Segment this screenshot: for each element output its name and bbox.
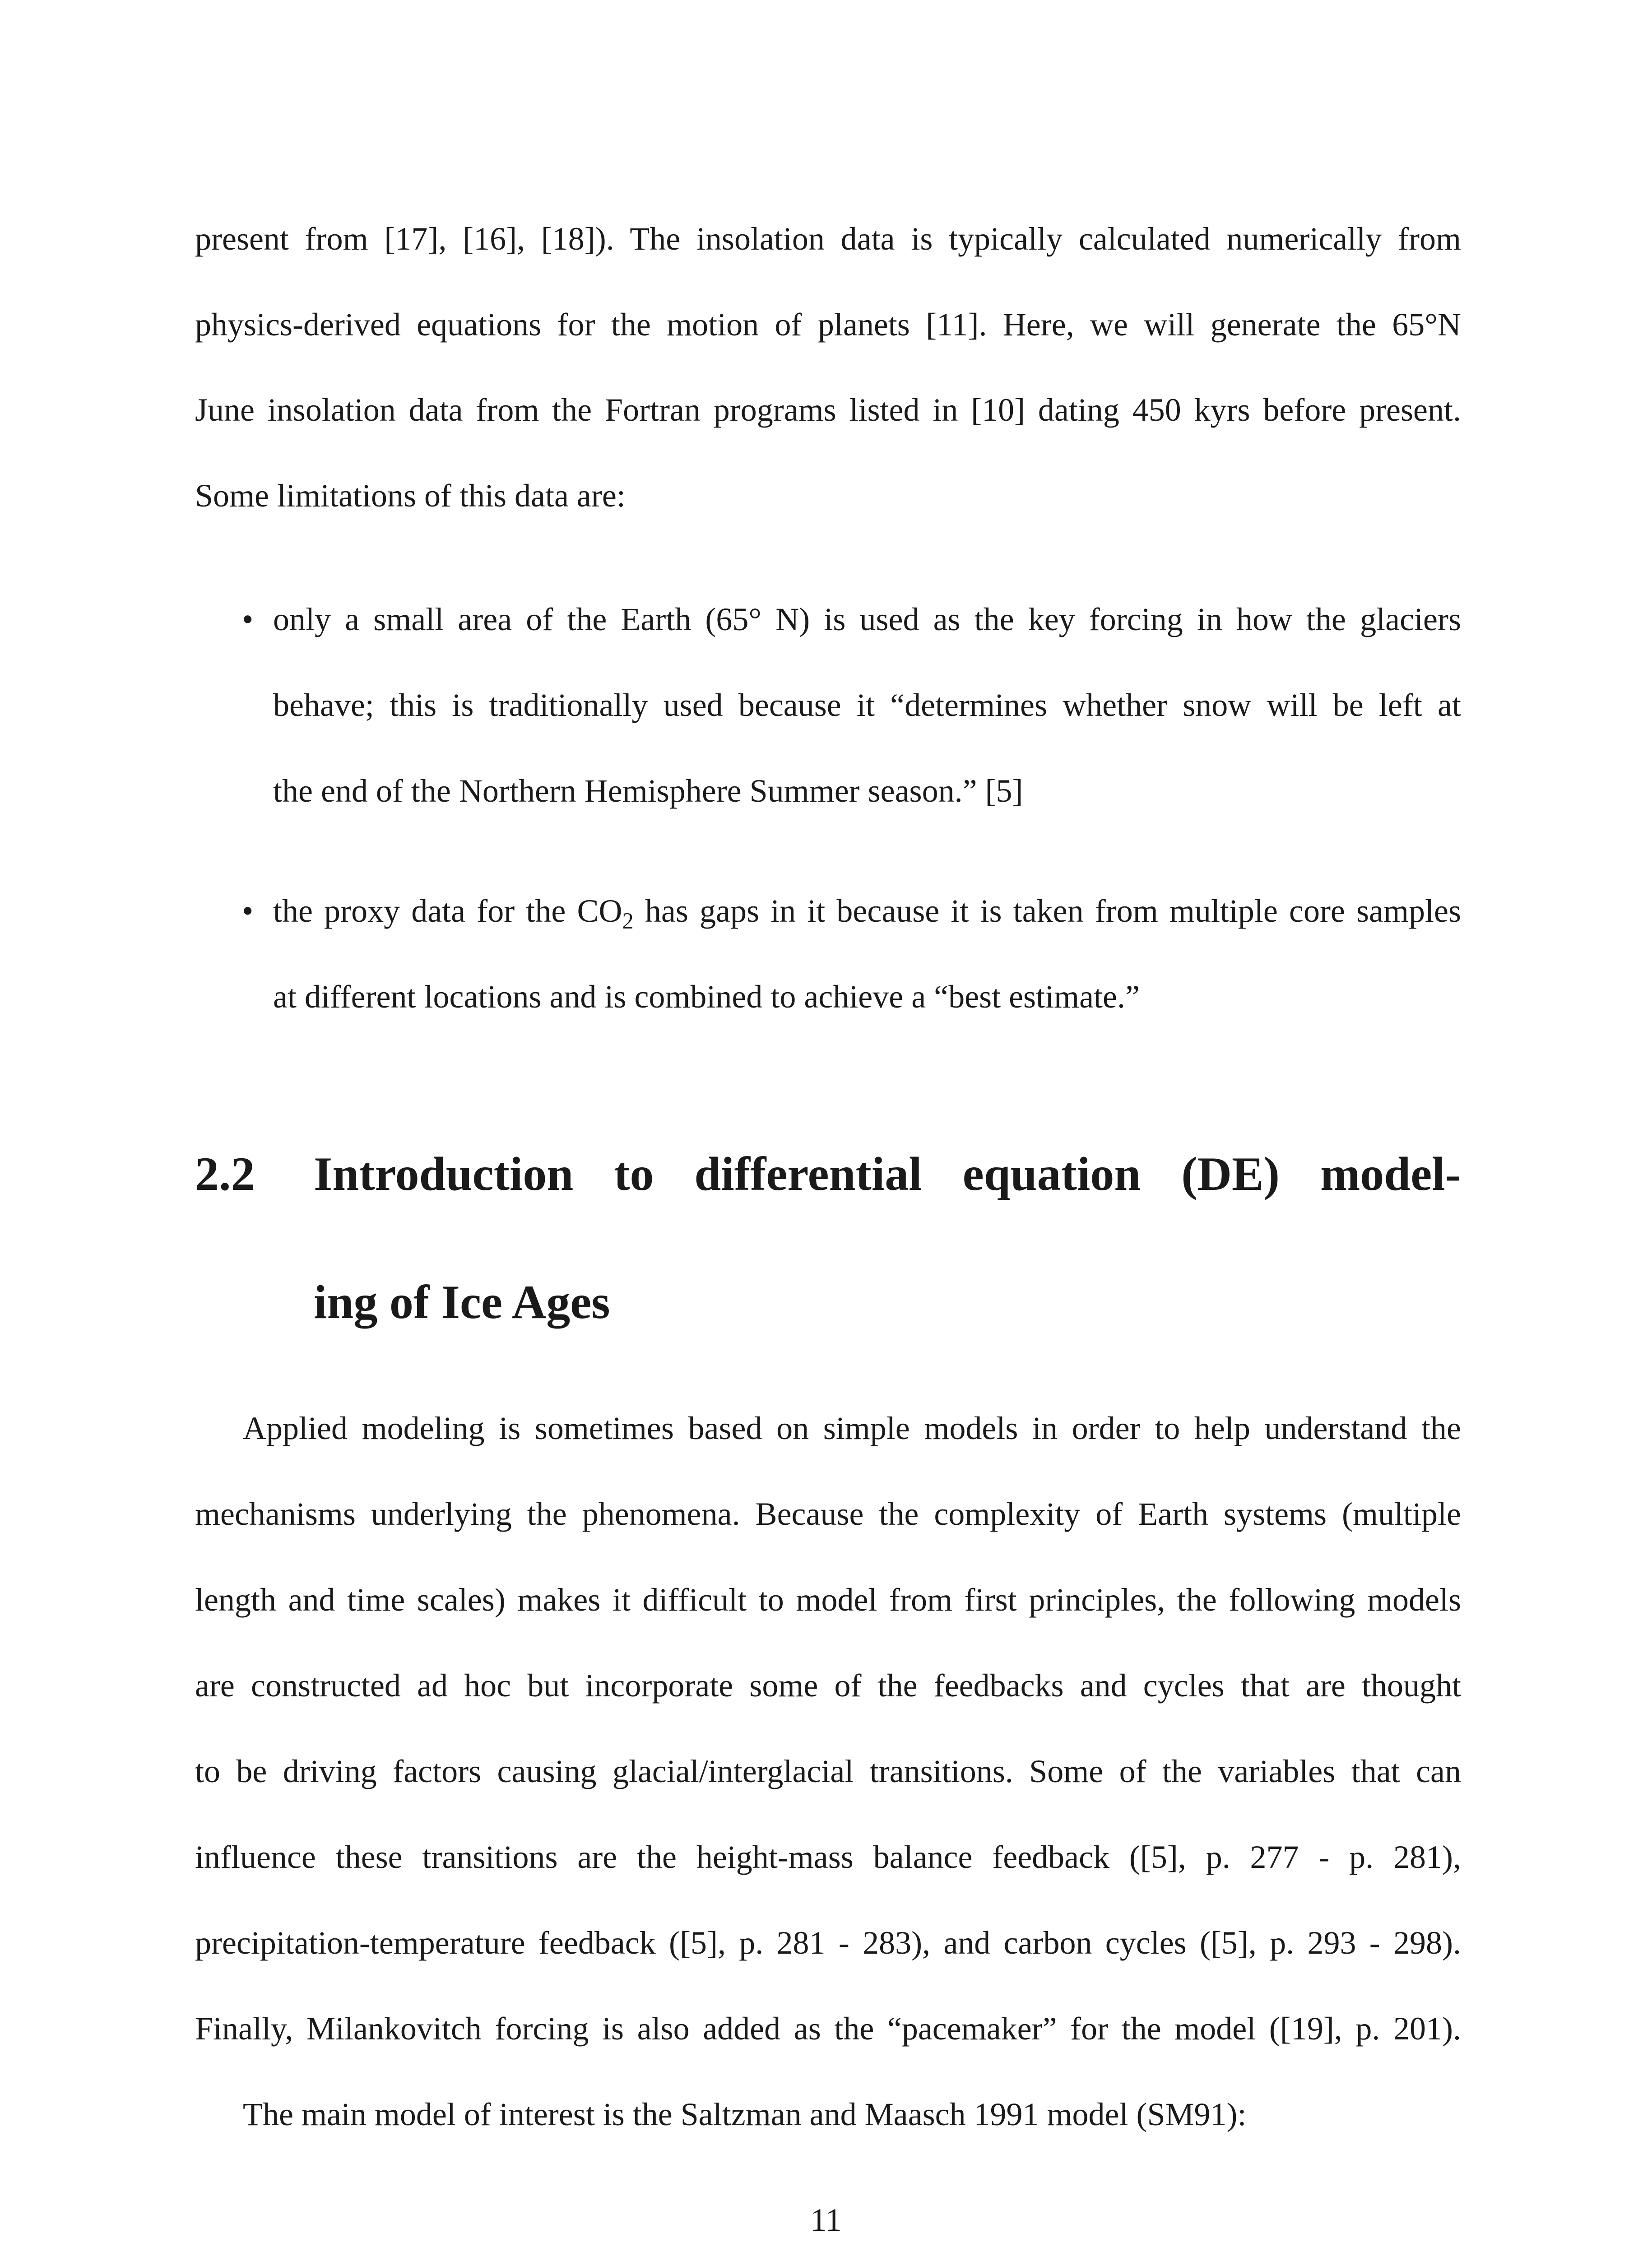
page-number: 11 (810, 2202, 842, 2238)
bullet-marker: • (242, 893, 254, 929)
bullet-line: only a small area of the Earth (65° N) is used as the key forcing in how the glaciers (273, 601, 1461, 637)
bullet-marker: • (242, 601, 254, 637)
text-line: mechanisms underlying the phenomena. Because the complexity of Earth systems (multiple (195, 1496, 1461, 1532)
text-line: precipitation-temperature feedback ([5], p. 281 - 283), and carbon cycles ([5], p. 293 - 298). (195, 1925, 1461, 1961)
bullet-text-part: has gaps in it because it is taken from multiple core samples (633, 893, 1461, 929)
bullet-line: at different locations and is combined to achieve a “best estimate.” (273, 979, 1140, 1015)
section-title: ing of Ice Ages (314, 1276, 610, 1328)
bullet-text-part: the proxy data for the CO (273, 893, 622, 929)
bullet-line (273, 893, 1461, 934)
text-line: Some limitations of this data are: (195, 478, 626, 514)
text-line: are constructed ad hoc but incorporate some of the feedbacks and cycles that are thought (195, 1667, 1461, 1704)
text-line: present from [17], [16], [18]). The insolation data is typically calculated numerically from (195, 221, 1461, 257)
text-line: physics-derived equations for the motion of planets [11]. Here, we will generate the 65°N (195, 307, 1461, 343)
section-title: Introduction to differential equation (DE) model- (314, 1147, 1461, 1200)
text-line: influence these transitions are the height-mass balance feedback ([5], p. 277 - p. 281), (195, 1839, 1461, 1875)
text-line: to be driving factors causing glacial/interglacial transitions. Some of the variables that can (195, 1753, 1461, 1789)
text-line: The main model of interest is the Saltzman and Maasch 1991 model (SM91): (243, 2096, 1247, 2132)
bullet-line: the end of the Northern Hemisphere Summer season.” [5] (273, 773, 1023, 809)
bullet-line: behave; this is traditionally used because it “determines whether snow will be left at (273, 687, 1461, 723)
section-number: 2.2 (195, 1147, 255, 1200)
text-line: Finally, Milankovitch forcing is also added as the “pacemaker” for the model ([19], p. 201). (195, 2011, 1461, 2047)
text-line: length and time scales) makes it difficult to model from first principles, the following models (195, 1582, 1461, 1618)
text-line: June insolation data from the Fortran programs listed in [10] dating 450 kyrs before present. (195, 392, 1461, 428)
subscript: 2 (622, 908, 634, 934)
text-line: Applied modeling is sometimes based on simple models in order to help understand the (243, 1410, 1461, 1446)
